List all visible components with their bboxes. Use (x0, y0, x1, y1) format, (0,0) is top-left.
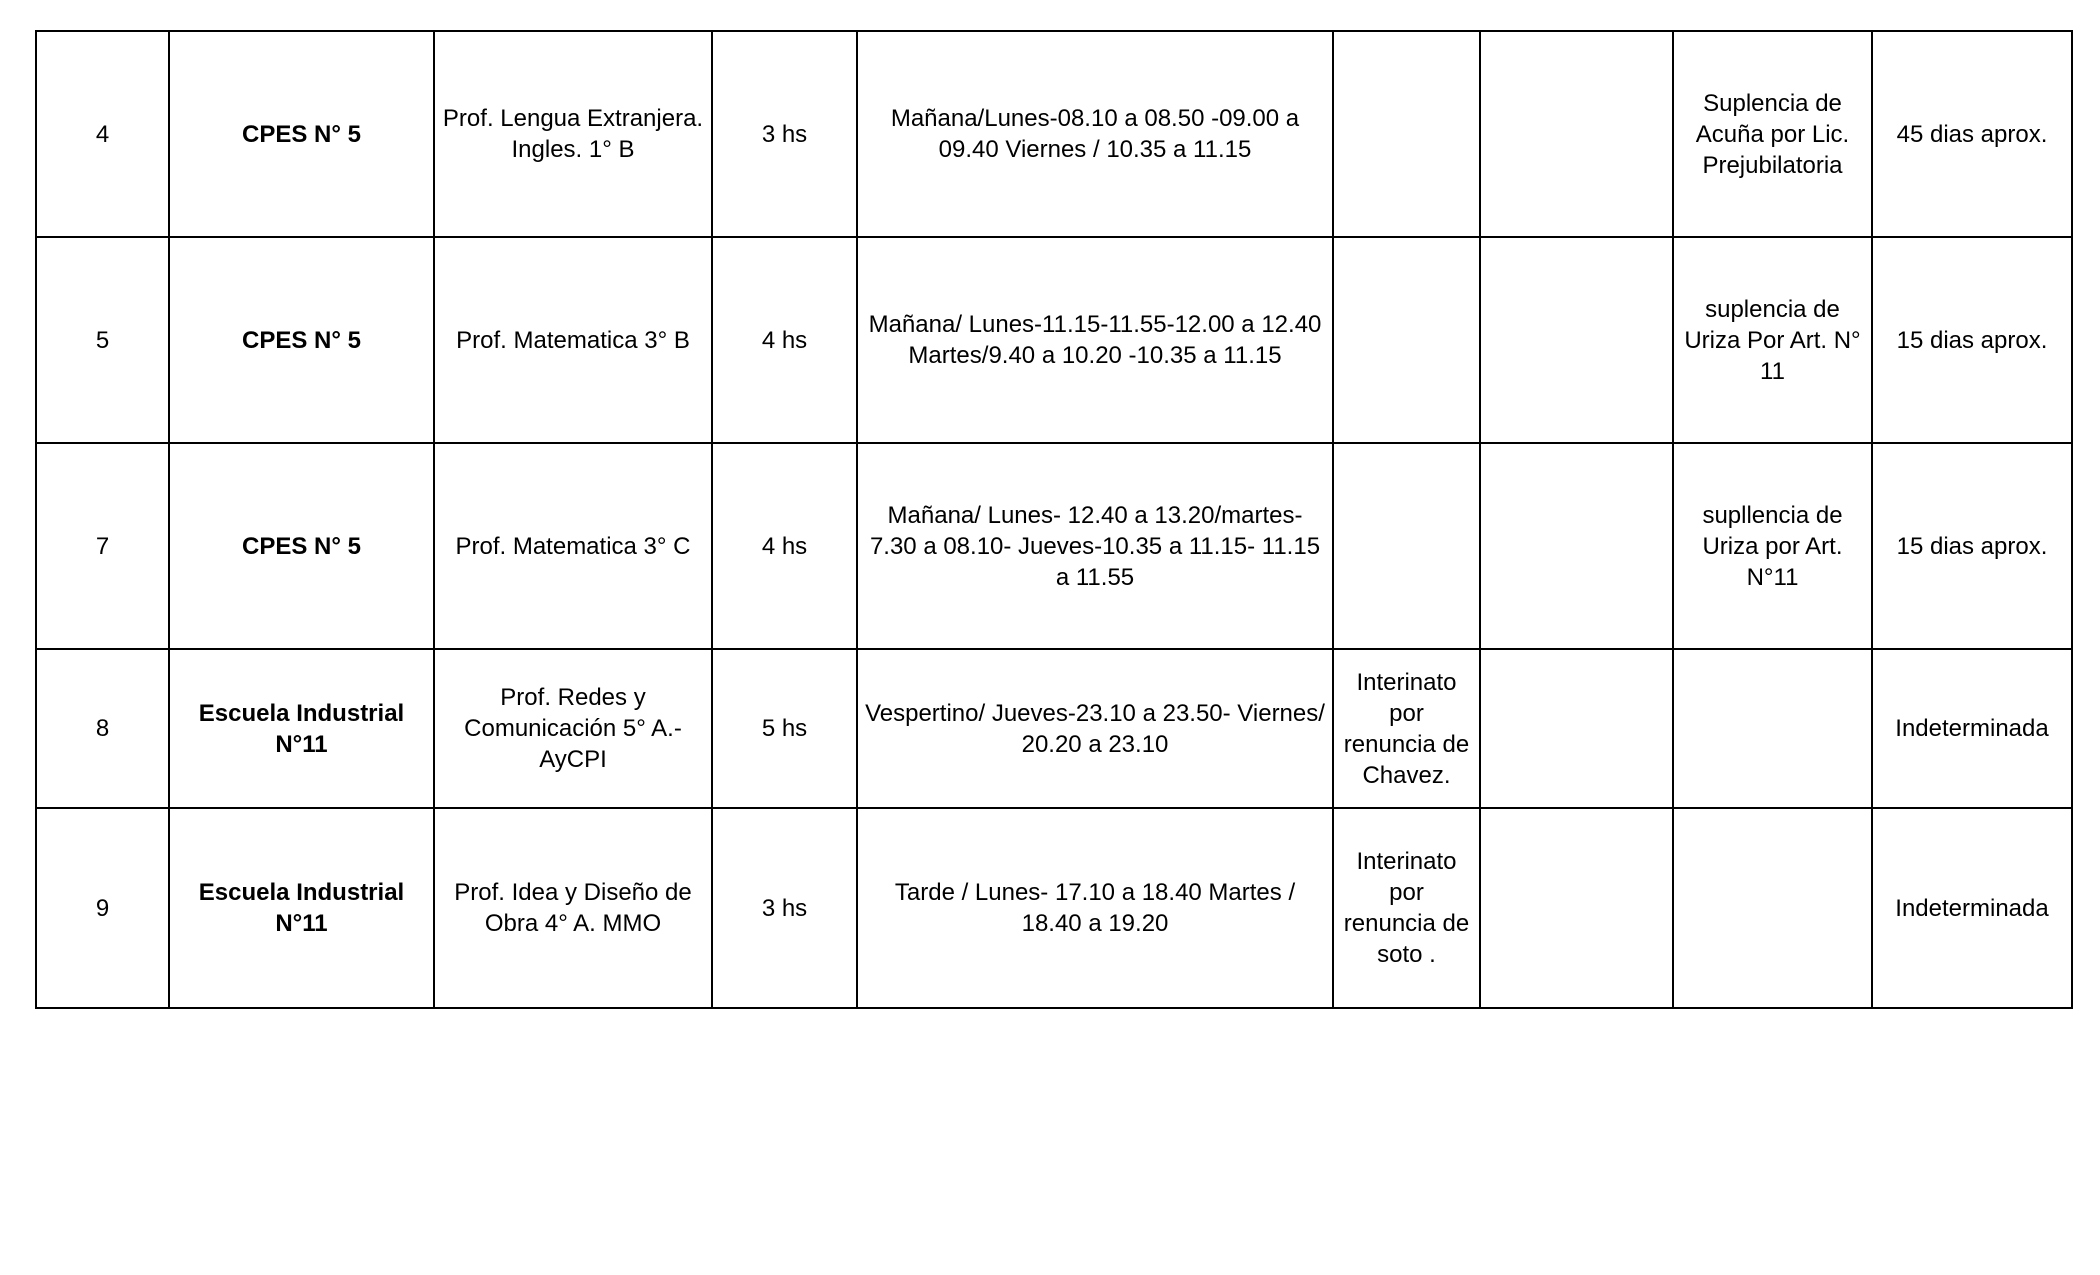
duration-cell: 15 dias aprox. (1872, 443, 2072, 649)
hours-cell: 3 hs (712, 31, 857, 237)
schedule-cell: Mañana/ Lunes- 12.40 a 13.20/martes- 7.30 a 08.10- Jueves-10.35 a 11.15- 11.15 a 11.55 (857, 443, 1333, 649)
empty-cell (1480, 808, 1673, 1008)
position-cell: Prof. Matematica 3° B (434, 237, 712, 443)
position-cell: Prof. Matematica 3° C (434, 443, 712, 649)
duration-cell: Indeterminada (1872, 649, 2072, 808)
row-number-cell: 7 (36, 443, 169, 649)
position-cell: Prof. Lengua Extranjera. Ingles. 1° B (434, 31, 712, 237)
schedule-cell: Tarde / Lunes- 17.10 a 18.40 Martes / 18.40 a 19.20 (857, 808, 1333, 1008)
substitution-reason-cell: suplencia de Uriza Por Art. N° 11 (1673, 237, 1872, 443)
row-number-cell: 8 (36, 649, 169, 808)
school-cell: CPES N° 5 (169, 443, 434, 649)
row-number-cell: 9 (36, 808, 169, 1008)
hours-cell: 3 hs (712, 808, 857, 1008)
empty-cell (1480, 31, 1673, 237)
table-row (36, 649, 2072, 808)
assignment-type-cell (1333, 443, 1480, 649)
schedule-cell: Mañana/Lunes-08.10 a 08.50 -09.00 a 09.40 Viernes / 10.35 a 11.15 (857, 31, 1333, 237)
duration-cell: 15 dias aprox. (1872, 237, 2072, 443)
school-cell: CPES N° 5 (169, 31, 434, 237)
schedule-cell: Mañana/ Lunes-11.15-11.55-12.00 a 12.40 Martes/9.40 a 10.20 -10.35 a 11.15 (857, 237, 1333, 443)
table-row (36, 443, 2072, 649)
school-cell: Escuela Industrial N°11 (169, 649, 434, 808)
empty-cell (1480, 649, 1673, 808)
vacancies-table (35, 30, 2073, 1009)
school-cell: CPES N° 5 (169, 237, 434, 443)
schedule-cell: Vespertino/ Jueves-23.10 a 23.50- Viernes/ 20.20 a 23.10 (857, 649, 1333, 808)
table-row (36, 237, 2072, 443)
substitution-reason-cell: supllencia de Uriza por Art. N°11 (1673, 443, 1872, 649)
position-cell: Prof. Redes y Comunicación 5° A.- AyCPI (434, 649, 712, 808)
hours-cell: 4 hs (712, 443, 857, 649)
substitution-reason-cell (1673, 808, 1872, 1008)
assignment-type-cell (1333, 31, 1480, 237)
school-cell: Escuela Industrial N°11 (169, 808, 434, 1008)
assignment-type-cell: Interinato por renuncia de soto . (1333, 808, 1480, 1008)
substitution-reason-cell (1673, 649, 1872, 808)
duration-cell: 45 dias aprox. (1872, 31, 2072, 237)
position-cell: Prof. Idea y Diseño de Obra 4° A. MMO (434, 808, 712, 1008)
empty-cell (1480, 443, 1673, 649)
row-number-cell: 4 (36, 31, 169, 237)
assignment-type-cell: Interinato por renuncia de Chavez. (1333, 649, 1480, 808)
hours-cell: 4 hs (712, 237, 857, 443)
assignment-type-cell (1333, 237, 1480, 443)
hours-cell: 5 hs (712, 649, 857, 808)
substitution-reason-cell: Suplencia de Acuña por Lic. Prejubilatoria (1673, 31, 1872, 237)
table-row (36, 808, 2072, 1008)
row-number-cell: 5 (36, 237, 169, 443)
empty-cell (1480, 237, 1673, 443)
table-row (36, 31, 2072, 237)
duration-cell: Indeterminada (1872, 808, 2072, 1008)
